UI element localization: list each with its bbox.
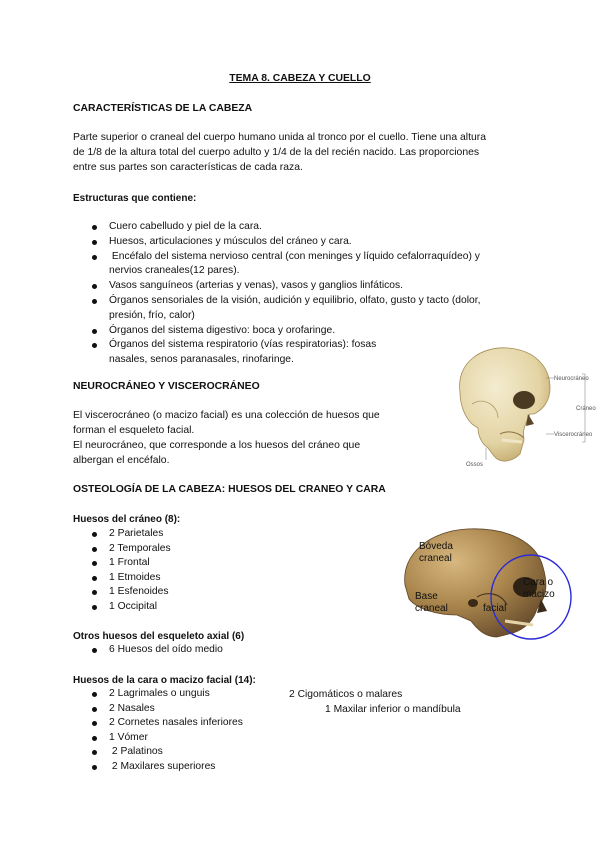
- list-item: 2 Palatinos: [73, 745, 293, 760]
- list-item: 2 Nasales: [73, 702, 293, 717]
- skull-outline: [460, 348, 550, 461]
- list-item: Encéfalo del sistema nervioso central (con meninges y líquido cefalorraquídeo) y nervios craneales(12 pares).: [73, 250, 533, 280]
- bullet-icon: [92, 590, 97, 595]
- face-bones-heading: Huesos de la cara o macizo facial (14):: [73, 675, 256, 686]
- orbit-shape: [513, 391, 535, 409]
- list-item: 2 Maxilares superiores: [73, 760, 293, 775]
- page-title: TEMA 8. CABEZA Y CUELLO: [229, 73, 371, 84]
- face-bones-right-item: 2 Cigomáticos o malares: [289, 689, 403, 700]
- list-item: Vasos sanguíneos (arterias y venas), vasos y ganglios linfáticos.: [73, 279, 533, 294]
- paragraph-line: El viscerocráneo (o macizo facial) es una colección de huesos que: [73, 410, 380, 421]
- section-heading-osteology: OSTEOLOGÍA DE LA CABEZA: HUESOS DEL CRANEO Y CARA: [73, 484, 386, 495]
- paragraph-line: entre sus partes son características de cada raza.: [73, 162, 303, 173]
- bullet-icon: [92, 240, 97, 245]
- list-item: Cuero cabelludo y piel de la cara.: [73, 220, 533, 235]
- bullet-icon: [92, 692, 97, 697]
- bullet-icon: [92, 343, 97, 348]
- bullet-icon: [92, 225, 97, 230]
- axial-bones-list: [73, 643, 313, 658]
- skull-neuro-viscero-figure: [442, 344, 596, 474]
- base-label-line: Base: [415, 591, 438, 602]
- structures-heading: Estructuras que contiene:: [73, 193, 197, 204]
- bullet-icon: [92, 299, 97, 304]
- bullet-icon: [92, 329, 97, 334]
- list-item: Órganos del sistema respiratorio (vías respiratorias): fosas nasales, senos paranasales, rinofaringe.: [73, 338, 533, 368]
- paragraph-line: de 1/8 de la altura total del cuerpo adulto y 1/4 de la del recién nacido. Las proporciones: [73, 147, 480, 158]
- list-item: Órganos sensoriales de la visión, audición y equilibrio, olfato, gusto y tacto (dolor, presión, frío, calor): [73, 294, 533, 324]
- list-item: 2 Lagrimales o unguis: [73, 687, 293, 702]
- list-item: 2 Cornetes nasales inferiores: [73, 716, 293, 731]
- paragraph-line: albergan el encéfalo.: [73, 455, 170, 466]
- bullet-icon: [92, 707, 97, 712]
- bullet-icon: [92, 255, 97, 260]
- bullet-icon: [92, 284, 97, 289]
- list-item: Órganos del sistema digestivo: boca y orofaringe.: [73, 324, 533, 339]
- list-item: 1 Vómer: [73, 731, 293, 746]
- base-label-line: craneal: [415, 603, 448, 614]
- bullet-icon: [92, 765, 97, 770]
- cranium-label: Cráneo: [576, 406, 596, 412]
- intro-paragraph: [73, 130, 486, 175]
- bones-label: Ossos: [466, 462, 484, 468]
- bullet-icon: [92, 532, 97, 537]
- bullet-icon: [92, 605, 97, 610]
- axial-bones-heading: Otros huesos del esqueleto axial (6): [73, 631, 245, 642]
- section-heading-neuro-viscero: NEUROCRÁNEO Y VISCEROCRÁNEO: [73, 381, 260, 392]
- bullet-icon: [92, 561, 97, 566]
- face-label-line: macizo: [523, 589, 555, 600]
- face-bones-list: [73, 687, 293, 775]
- bullet-icon: [92, 736, 97, 741]
- face-bones-right-item: 1 Maxilar inferior o mandíbula: [325, 704, 461, 715]
- cranium-bones-heading: Huesos del cráneo (8):: [73, 514, 181, 525]
- cranium-bones-list: [73, 527, 313, 615]
- list-item: 6 Huesos del oído medio: [73, 643, 313, 658]
- skull-vault-base-face-figure: [397, 525, 577, 647]
- viscerocranium-label: Viscerocráneo: [554, 432, 593, 438]
- list-item: Huesos, articulaciones y músculos del cráneo y cara.: [73, 235, 533, 250]
- bullet-icon: [92, 648, 97, 653]
- face-label-line: facial: [483, 603, 507, 614]
- vault-label-line: Bóveda: [419, 541, 453, 552]
- vault-label-line: craneal: [419, 553, 452, 564]
- neuro-viscero-paragraph: [73, 408, 380, 468]
- bullet-icon: [92, 576, 97, 581]
- teeth-shape: [502, 440, 522, 442]
- bullet-icon: [92, 750, 97, 755]
- bullet-icon: [92, 721, 97, 726]
- list-item: 1 Occipital: [73, 600, 313, 615]
- neurocranium-label: Neurocráneo: [554, 376, 589, 382]
- list-item: 1 Frontal: [73, 556, 313, 571]
- paragraph-line: Parte superior o craneal del cuerpo humano unida al tronco por el cuello. Tiene una altura: [73, 132, 486, 143]
- section-heading-characteristics: CARACTERÍSTICAS DE LA CABEZA: [73, 103, 253, 114]
- list-item: 1 Esfenoides: [73, 585, 313, 600]
- list-item: 2 Temporales: [73, 542, 313, 557]
- ear-canal-shape: [468, 599, 478, 607]
- list-item: 1 Etmoides: [73, 571, 313, 586]
- face-label-line: Cara o: [523, 577, 554, 588]
- list-item: 2 Parietales: [73, 527, 313, 542]
- bullet-icon: [92, 547, 97, 552]
- paragraph-line: El neurocráneo, que corresponde a los huesos del cráneo que: [73, 440, 361, 451]
- paragraph-line: forman el esqueleto facial.: [73, 425, 195, 436]
